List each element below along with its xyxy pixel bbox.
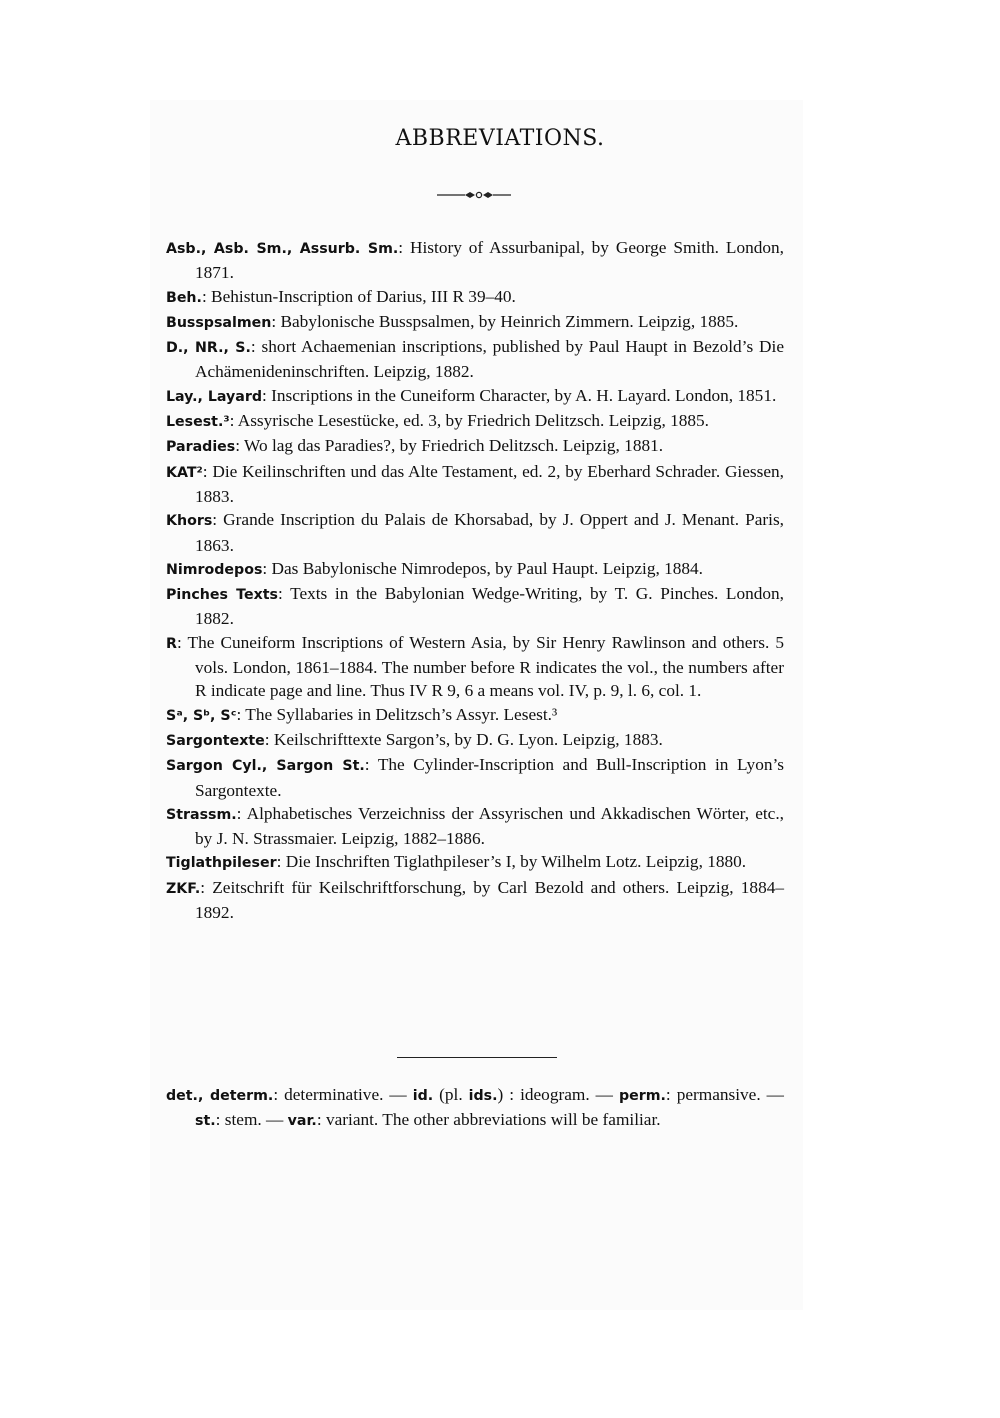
list-item (166, 409, 784, 434)
footer-abbr: det., determ. (166, 1088, 274, 1104)
footer-abbr: ids. (468, 1088, 498, 1104)
entry-text: : Wo lag das Paradies?, by Friedrich Delitzsch. Leipzig, 1881. (235, 436, 664, 456)
footer-abbr: id. (412, 1088, 434, 1104)
entry-text: : Babylonische Busspsalmen, by Heinrich Zimmern. Leipzig, 1885. (271, 311, 739, 331)
entry-text: : Zeitschrift für Keilschriftforschung, by Carl Bezold and others. Leipzig, 1884–1892. (195, 877, 784, 923)
footer-text: : determinative. — (273, 1085, 407, 1104)
list-item (166, 310, 784, 335)
list-item (166, 508, 784, 557)
entry-abbr: Paradies (166, 439, 236, 456)
page-title: ABBREVIATIONS. (395, 126, 605, 151)
entry-abbr: Tiglathpileser (166, 855, 277, 872)
entry-abbr: D., NR., S. (166, 340, 251, 357)
ornament-divider (437, 188, 511, 202)
entry-text: : The Cuneiform Inscriptions of Western Asia, by Sir Henry Rawlinson and others. 5 vols. London, 1861–1884. The number before R indicates the vol., the numbers after R indicate page and line. Thus IV R 9, 6 a means vol. IV, p. 9, l. 6, col. 1. (176, 632, 784, 701)
list-item (166, 434, 784, 459)
entry-abbr: ZKF. (166, 880, 201, 897)
list-item (166, 582, 784, 631)
entry-text: : Die Inschriften Tiglathpileser’s I, by Wilhelm Lotz. Leipzig, 1880. (276, 852, 747, 872)
list-item (166, 236, 784, 285)
footer-abbr: st. (195, 1113, 216, 1130)
entry-abbr: Strassm. (166, 806, 237, 823)
entry-abbr: Sᵃ, Sᵇ, Sᶜ (166, 707, 237, 724)
entry-text: : short Achaemenian inscriptions, published by Paul Haupt in Bezold’s Die Achämenideninschriften. Leipzig, 1882. (195, 337, 784, 382)
footer-text: (pl. (433, 1085, 469, 1104)
entry-abbr: Asb., Asb. Sm., Assurb. Sm. (166, 241, 399, 257)
entry-abbr: Busspsalmen (166, 314, 272, 331)
entry-abbr: Beh. (166, 289, 202, 306)
abbreviation-list (166, 236, 784, 924)
list-item (166, 850, 784, 875)
entry-abbr: Lesest.³ (166, 414, 230, 431)
entry-abbr: Sargontexte (166, 732, 265, 749)
list-item (166, 557, 784, 582)
list-item (166, 728, 784, 753)
footer-abbr: perm. (618, 1088, 666, 1104)
list-item (166, 703, 784, 728)
list-item (166, 285, 784, 310)
footer-text: : variant. The other abbreviations will be familiar. (316, 1110, 661, 1130)
list-item (166, 753, 784, 802)
section-divider (397, 1057, 557, 1058)
entry-text: : Assyrische Lesestücke, ed. 3, by Friedrich Delitzsch. Leipzig, 1885. (229, 411, 709, 431)
entry-abbr: R (166, 635, 177, 652)
entry-abbr: Nimrodepos (166, 561, 263, 578)
entry-text: : Grande Inscription du Palais de Khorsabad, by J. Oppert and J. Menant. Paris, 1863. (195, 510, 784, 555)
entry-abbr: Lay., Layard (166, 388, 262, 405)
footer-text: ) : ideogram. — (497, 1085, 613, 1104)
list-item (166, 384, 784, 409)
footer-text: : permansive. — (665, 1085, 784, 1104)
entry-text: : Behistun-Inscription of Darius, III R 39–40. (201, 286, 516, 306)
list-item (166, 802, 784, 851)
list-item (166, 460, 784, 509)
list-item (166, 335, 784, 384)
entry-text: : Keilschrifttexte Sargon’s, by D. G. Lyon. Leipzig, 1883. (264, 729, 663, 749)
entry-text: : Die Keilinschriften und das Alte Testament, ed. 2, by Eberhard Schrader. Giessen, 1883. (195, 461, 784, 506)
entry-abbr: Pinches Texts (166, 587, 278, 604)
footer-text: : stem. — (215, 1110, 284, 1130)
entry-text: : Texts in the Babylonian Wedge-Writing, by T. G. Pinches. London, 1882. (195, 584, 785, 629)
entry-text: : The Cylinder-Inscription and Bull-Inscription in Lyon’s Sargontexte. (195, 755, 785, 800)
entry-text: : Alphabetisches Verzeichniss der Assyrischen und Akkadischen Wörter, etc., by J. N. Strassmaier. Leipzig, 1882–1886. (195, 803, 784, 849)
entry-abbr: KAT² (166, 464, 203, 481)
footer-abbr: var. (287, 1113, 317, 1130)
entry-text: : The Syllabaries in Delitzsch’s Assyr. Lesest.³ (236, 704, 558, 724)
entry-text: : Das Babylonische Nimrodepos, by Paul Haupt. Leipzig, 1884. (262, 558, 703, 578)
entry-abbr: Sargon Cyl., Sargon St. (166, 758, 365, 775)
list-item (166, 876, 784, 925)
list-item (166, 631, 784, 703)
entry-text: : History of Assurbanipal, by George Smith. London, 1871. (195, 238, 784, 283)
footer-note (166, 1083, 784, 1134)
entry-text: : Inscriptions in the Cuneiform Character, by A. H. Layard. London, 1851. (262, 385, 777, 405)
entry-abbr: Khors (166, 513, 213, 530)
